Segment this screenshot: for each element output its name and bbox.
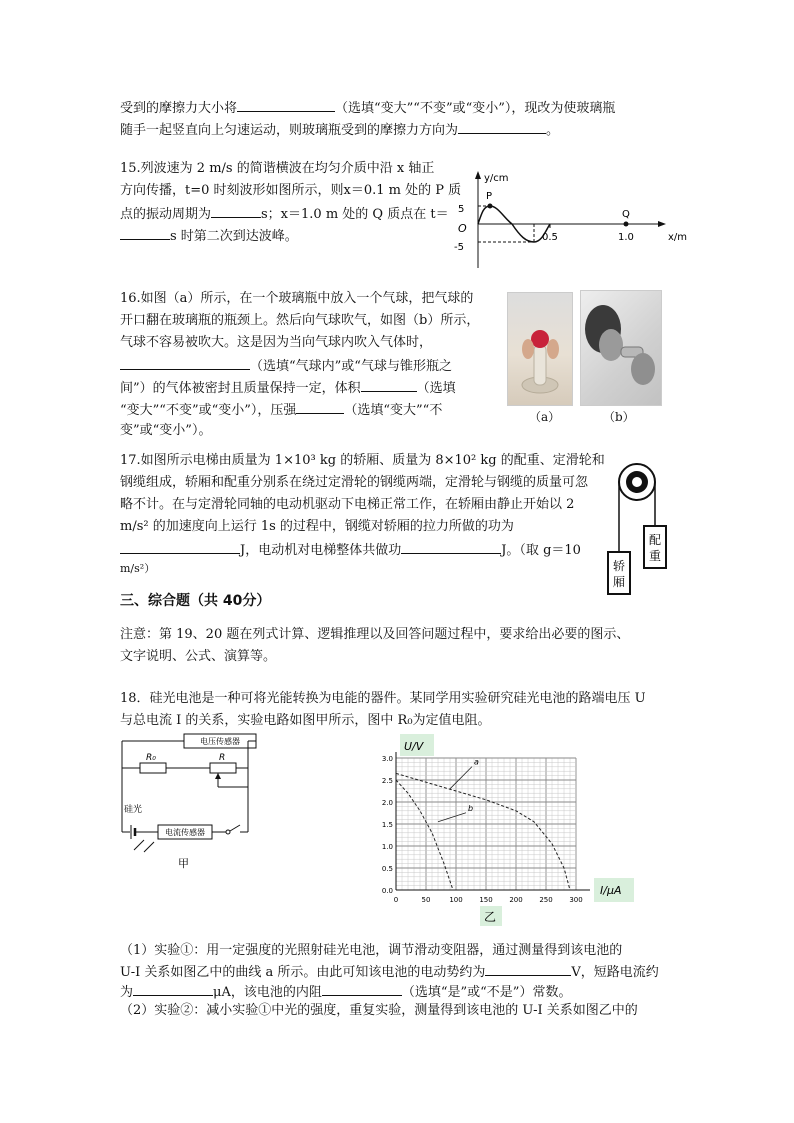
q17-line-4: m/s² 的加速度向上运行 1s 的过程中，钢缆对轿厢的拉力所做的功为 [120, 519, 514, 534]
series-a-label: a [474, 757, 479, 767]
series-b-line [396, 780, 453, 890]
caption-a: （a） [529, 410, 561, 424]
top-line-1: 受到的摩擦力大小将 （选填“变大”“不变”或“变小”），现改为使玻璃瓶 [120, 98, 615, 118]
face [599, 329, 623, 361]
chart-caption: 乙 [484, 910, 497, 924]
x-tick-label: 150 [479, 896, 493, 904]
q16-line-4: （选填“气球内”或“气球与锥形瓶之 [120, 356, 452, 376]
q16-line-7: 变”或“变小”）。 [120, 423, 212, 438]
x-tick-10: 1.0 [618, 232, 634, 243]
circuit-diagram [118, 732, 268, 872]
switch-contact [226, 830, 230, 834]
q17-line-3: 略不计。在与定滑轮同轴的电动机驱动下电梯正常工作，在轿厢由静止开始以 2 [120, 497, 575, 512]
section-note: 注意：第 19、20 题在列式计算、逻辑推理以及回答问题过程中，要求给出必要的图示、 [120, 627, 630, 642]
y-tick-label: 3.0 [381, 755, 393, 763]
answer-blank[interactable] [120, 226, 170, 240]
origin-label: O [458, 222, 467, 235]
x-tick-label: 250 [539, 896, 553, 904]
cw-label-1: 配 [648, 533, 662, 547]
y-tick-label: 2.5 [381, 777, 393, 785]
q16-line-5: 间”）的气体被密封且质量保持一定，体积 （选填 [120, 378, 456, 398]
q17-line-6: m/s²） [120, 562, 156, 575]
wiper-arrow [215, 773, 221, 779]
answer-blank[interactable] [361, 378, 417, 392]
answer-blank[interactable] [120, 356, 250, 370]
y-tick-label: 1.0 [381, 843, 393, 851]
x-axis-arrow [658, 221, 666, 227]
q18-p1-line-3: 为 μA，该电池的内阻 （选填“是”或“不是”）常数。 [120, 982, 571, 1002]
section-title: 三、综合题（共 40分） [120, 593, 271, 609]
q16-line-6: “变大”“不变”或“变小”），压强 （选填“变大”“不 [120, 400, 442, 420]
q15-line-1: 15.列波速为 2 m/s 的简谐横波在均匀介质中沿 x 轴正 [120, 161, 435, 176]
q18-p1-line-1: （1）实验①：用一定强度的光照射硅光电池，调节滑动变阻器，通过测量得到该电池的 [120, 943, 623, 958]
circuit-caption: 甲 [178, 857, 189, 870]
y-axis-label: y/cm [484, 173, 509, 184]
elevator-diagram [604, 460, 670, 598]
q17-line-1: 17.如图所示电梯由质量为 1×10³ kg 的轿厢、质量为 8×10² kg 的配重、定滑轮和 [120, 453, 605, 468]
point-p [488, 204, 493, 209]
r0-label: R₀ [146, 753, 156, 763]
x-tick-05: 0.5 [542, 232, 558, 243]
cw-label-2: 重 [648, 549, 662, 563]
q15-line-2: 方向传播，t=0 时刻波形如图所示，则x＝0.1 m 处的 P 质 [120, 183, 462, 198]
answer-blank[interactable] [296, 400, 344, 414]
top-line-2: 随手一起竖直向上匀速运动，则玻璃瓶受到的摩擦力方向为 。 [120, 120, 559, 140]
q18-p2-line: （2）实验②：减小实验①中光的强度，重复实验，测量得到该电池的 U-I 关系如图乙中的 [120, 1003, 638, 1018]
car-label-2: 厢 [612, 575, 626, 589]
answer-blank[interactable] [120, 540, 240, 554]
answer-blank[interactable] [485, 962, 571, 976]
answer-blank[interactable] [322, 982, 402, 996]
q17-line-2: 钢缆组成，轿厢和配重分别系在绕过定滑轮的钢缆两端，定滑轮与钢缆的质量可忽 [120, 475, 589, 490]
answer-blank[interactable] [237, 98, 335, 112]
pulley-axle [632, 477, 642, 487]
y-axis-label: U/V [404, 740, 424, 753]
y-tick-label: 1.5 [381, 821, 393, 829]
photo-a [507, 292, 573, 406]
bottle-neck [534, 345, 546, 385]
caption-b: （b） [603, 410, 635, 424]
q18-line-1: 18．硅光电池是一种可将光能转换为电能的器件。某同学用实验研究硅光电池的路端电压 U [120, 691, 646, 706]
q15-line-3: 点的振动周期为 s；x＝1.0 m 处的 Q 质点在 t＝ [120, 204, 449, 224]
rheostat-r [210, 763, 236, 773]
series-a-leader [450, 767, 472, 789]
cell-label: 硅光 [124, 805, 143, 815]
y-tick-5: 5 [458, 204, 465, 215]
y-tick-label: 2.0 [381, 799, 393, 807]
chart-grid [396, 758, 576, 890]
voltage-sensor-label: 电压传感器 [200, 737, 240, 746]
q16-line-2: 开口翻在玻璃瓶的瓶颈上。然后向气球吹气，如图（b）所示， [120, 313, 480, 328]
switch-lever[interactable] [230, 825, 240, 831]
q18-p1-line-2: U-I 关系如图乙中的曲线 a 所示。由此可知该电池的电动势约为 V，短路电流约 [120, 962, 659, 982]
r-label: R [219, 753, 226, 763]
answer-blank[interactable] [458, 120, 546, 134]
series-b-label: b [468, 803, 474, 813]
answer-blank[interactable] [401, 540, 501, 554]
q17-line-5: J，电动机对电梯整体共做功 J。（取 g＝10 [120, 540, 581, 560]
hand [631, 353, 655, 385]
q-label: Q [622, 209, 630, 220]
x-axis-label: x/m [668, 232, 688, 243]
x-axis-label: I/μA [600, 884, 622, 897]
q18-line-2: 与总电流 I 的关系，实验电路如图甲所示，图中 R₀为定值电阻。 [120, 713, 491, 728]
wave-graph [440, 168, 688, 280]
point-q [624, 222, 629, 227]
photo-b [580, 290, 662, 406]
hand [547, 339, 559, 359]
light-arrow [134, 840, 144, 850]
x-tick-label: 50 [421, 896, 431, 904]
x-tick-label: 100 [449, 896, 463, 904]
p-label: P [486, 191, 493, 202]
section-note-2: 文字说明、公式、演算等。 [120, 649, 277, 664]
q16-line-1: 16.如图（a）所示，在一个玻璃瓶中放入一个气球，把气球的 [120, 291, 474, 306]
hand [522, 339, 534, 359]
balloon-bottle-illustration [508, 293, 572, 405]
light-arrow [144, 842, 154, 852]
y-tick-label: 0.0 [381, 887, 393, 895]
blowing-illustration [581, 291, 661, 405]
ui-chart [360, 732, 640, 928]
x-tick-label: 200 [509, 896, 523, 904]
car-label-1: 轿 [612, 559, 626, 573]
resistor-r0 [140, 763, 166, 773]
q16-line-3: 气球不容易被吹大。这是因为当向气球内吹入气体时， [120, 335, 433, 350]
q15-line-4: s 时第二次到达波峰。 [120, 226, 298, 246]
answer-blank[interactable] [211, 204, 261, 218]
balloon [531, 330, 549, 348]
current-sensor-label: 电流传感器 [165, 828, 205, 837]
answer-blank[interactable] [133, 982, 213, 996]
y-tick-label: 0.5 [381, 865, 393, 873]
x-tick-label: 300 [569, 896, 583, 904]
y-tick-neg5: -5 [454, 242, 464, 253]
y-axis-arrow [475, 171, 481, 179]
x-tick-label: 0 [393, 896, 399, 904]
